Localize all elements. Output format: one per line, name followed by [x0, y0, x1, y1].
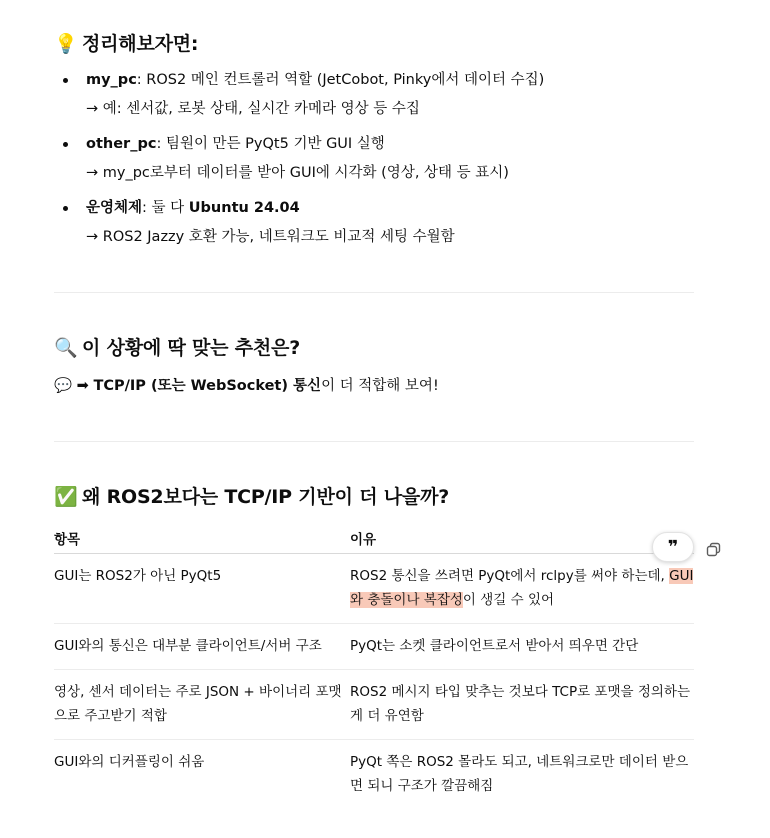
cell-item: GUI와의 통신은 대부분 클라이언트/서버 구조	[54, 624, 350, 670]
item-text: : ROS2 메인 컨트롤러 역할 (JetCobot, Pinky에서 데이터 수집)	[136, 72, 545, 88]
lightbulb-icon: 💡	[54, 33, 78, 55]
table-row	[54, 670, 694, 740]
copy-button[interactable]	[704, 540, 724, 560]
check-mark-icon: ✅	[54, 486, 78, 508]
list-item	[54, 66, 694, 124]
cell-reason: PyQt 쪽은 ROS2 몰라도 되고, 네트워크로만 데이터 받으면 되니 구조가 깔끔해짐	[350, 754, 689, 794]
table-row	[54, 740, 694, 810]
term-my-pc: my_pc	[86, 72, 137, 88]
table-row	[54, 554, 694, 624]
cell-reason	[350, 554, 694, 624]
reason-text: ROS2 통신을 쓰려면 PyQt에서 rclpy를 써야 하는데,	[350, 568, 670, 584]
highlighted-text[interactable]: GUI와 충돌이나 복잡성	[350, 568, 694, 608]
list-item	[54, 194, 694, 252]
summary-title: 정리해보자면:	[82, 33, 199, 55]
cell-item: 영상, 센서 데이터는 주로 JSON + 바이너리 포맷으로 주고받기 적합	[54, 670, 350, 740]
magnifier-icon: 🔍	[54, 337, 78, 359]
comparison-table	[54, 522, 694, 809]
cell-reason: ROS2 메시지 타입 맞추는 것보다 TCP로 포맷을 정의하는 게 더 유연함	[350, 670, 694, 740]
summary-list	[54, 66, 694, 258]
recommend-rest: 이 더 적합해 보여!	[321, 378, 439, 394]
item-sub: → ROS2 Jazzy 호환 가능, 네트워크도 비교적 세팅 수월함	[86, 229, 455, 245]
os-name: Ubuntu 24.04	[188, 200, 300, 216]
quote-button[interactable]: ❞	[652, 532, 694, 562]
term-other-pc: other_pc	[86, 136, 157, 152]
recommend-title: 이 상황에 딱 맞는 추천은?	[82, 337, 301, 359]
speech-bubble-icon: 💬	[54, 378, 73, 394]
table-header-row	[54, 522, 694, 554]
table-row	[54, 624, 694, 670]
header-item: 항목	[54, 522, 350, 554]
header-reason: 이유	[350, 522, 694, 554]
copy-icon	[704, 540, 724, 560]
recommend-strong: TCP/IP (또는 WebSocket) 통신	[93, 378, 322, 394]
cell-reason: PyQt는 소켓 클라이언트로서 받아서 띄우면 간단	[350, 624, 694, 670]
item-text: : 팀원이 만든 PyQt5 기반 GUI 실행	[156, 136, 385, 152]
item-sub: → my_pc로부터 데이터를 받아 GUI에 시각화 (영상, 상태 등 표시)	[86, 165, 509, 181]
recommend-heading	[54, 335, 300, 361]
item-text: : 둘 다	[142, 200, 189, 216]
summary-heading	[54, 31, 198, 57]
why-heading	[54, 484, 449, 510]
cell-item: GUI와의 디커플링이 쉬움	[54, 754, 205, 770]
item-sub: → 예: 센서값, 로봇 상태, 실시간 카메라 영상 등 수집	[86, 101, 420, 117]
reason-text-end: 이 생길 수 있어	[462, 592, 555, 608]
cell-item: GUI는 ROS2가 아닌 PyQt5	[54, 554, 350, 624]
right-arrow-icon: ➡	[76, 378, 89, 394]
list-item	[54, 130, 694, 188]
recommend-text	[54, 374, 439, 398]
divider	[54, 441, 694, 442]
why-title: 왜 ROS2보다는 TCP/IP 기반이 더 나을까?	[82, 486, 450, 508]
divider	[54, 292, 694, 293]
term-os: 운영체제	[86, 200, 143, 216]
